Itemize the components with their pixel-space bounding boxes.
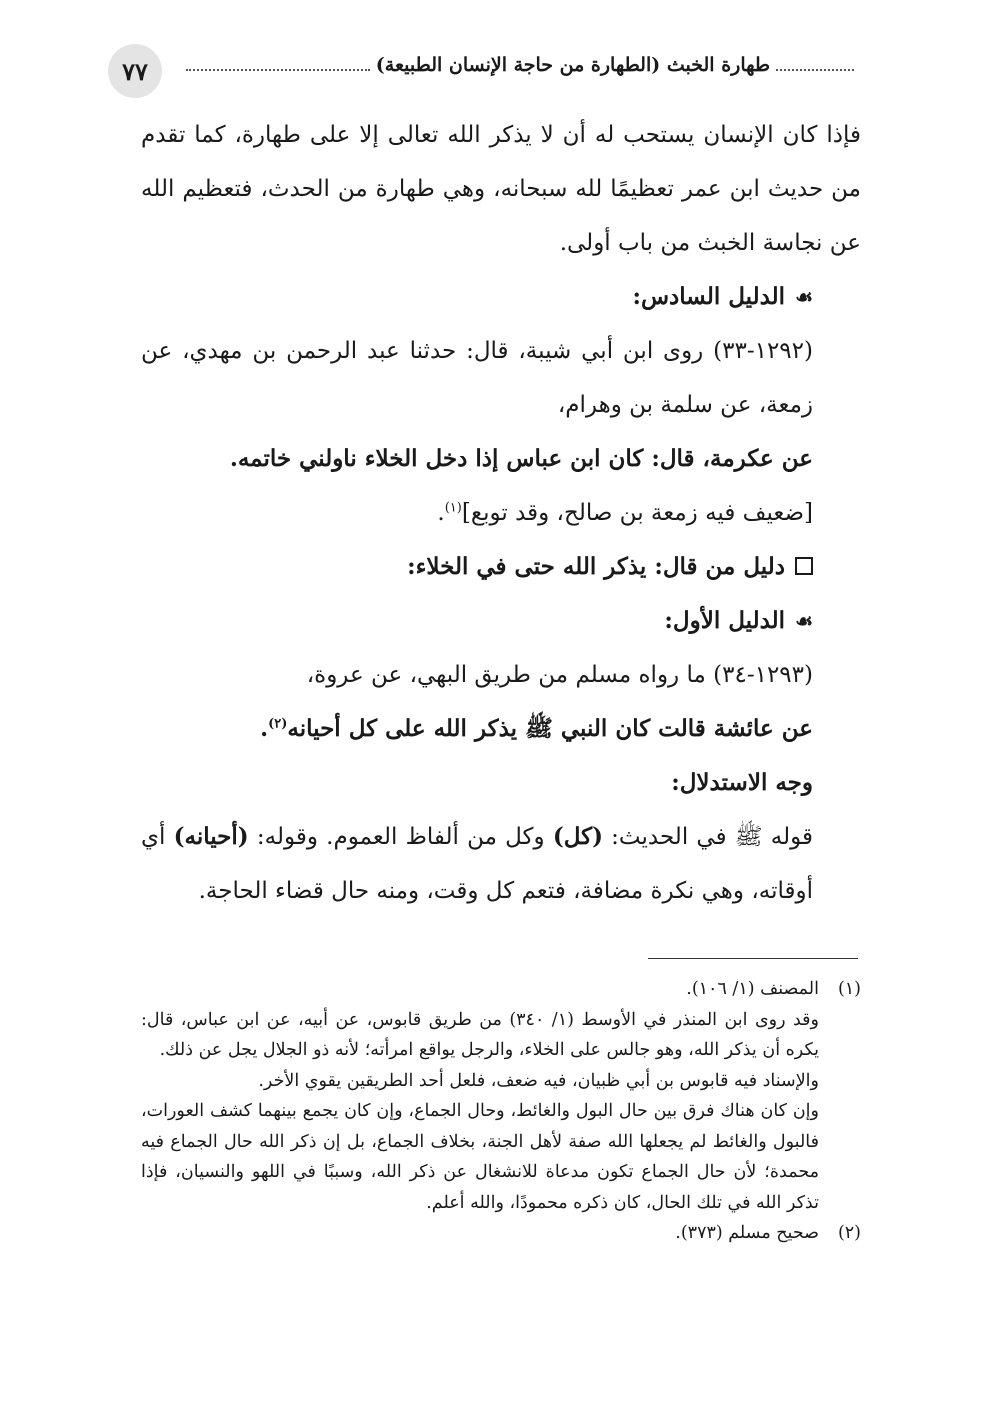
section-heading: دليل من قال: يذكر الله حتى في الخلاء: (141, 540, 861, 594)
section-heading: ☙الدليل السادس: (141, 270, 861, 324)
section-heading: وجه الاستدلال: (671, 769, 813, 796)
paragraph: فإذا كان الإنسان يستحب له أن لا يذكر الله تعالى إلا على طهارة، كما تقدم من حديث ابن عمر تعظيمًا لله سبحانه، وهي طهارة من الحدث، فتعظيم الله عن نجاسة الخبث من باب أولى. (141, 122, 861, 256)
leaf-ornament-icon: ☙ (795, 609, 813, 633)
footnote-number: (٢) (837, 1223, 861, 1243)
section-heading: ☙الدليل الأول: (141, 594, 861, 648)
footnote-2: (٢)صحيح مسلم (٣٧٣). (141, 1218, 861, 1249)
square-bullet-icon (795, 557, 813, 575)
footnote-paragraph: وإن كان هناك فرق بين حال البول والغائط، وحال الجماع، وإن كان يجمع بينهما كشف العورات، فالبول والغائط لم يجعلها الله صفة لأهل الجنة، بخلاف الجماع، بل إن ذكر الله حال الجماع فيه محمدة؛ لأن حال الجماع تكون مدعاة للانشغال عن ذكر الله، وسببًا في اللهو والنسيان، فإذا تذكر الله في تلك الحال، كان ذكره محمودًا، والله أعلم. (141, 1101, 819, 1213)
grading-note: [ضعيف فيه زمعة بن صالح، وقد توبع]$^{(١)}$. (437, 500, 813, 526)
footnotes (141, 974, 861, 1249)
page-number: ٧٧ (108, 44, 162, 98)
running-title: طهارة الخبث (الطهارة من حاجة الإنسان الطبيعة) (375, 54, 770, 76)
footnote-paragraph: وقد روى ابن المنذر في الأوسط (١/ ٣٤٠) من طريق قابوس، عن أبيه، عن ابن عباس، قال: يكره أن يذكر الله، وهو جالس على الخلاء، والرجل يواقع امرأته؛ لأنه ذو الجلال يجل عن ذلك. (141, 1009, 819, 1060)
footnote-number: (١) (837, 979, 861, 999)
hadith-chain: (١٢٩٣-٣٤) ما رواه مسلم من طريق البهي، عن عروة، (306, 662, 813, 688)
footnote-divider (648, 958, 858, 959)
hadith-chain: (١٢٩٢-٣٣) روى ابن أبي شيبة، قال: حدثنا عبد الرحمن بن مهدي، عن زمعة، عن سلمة بن وهرام، (141, 338, 813, 418)
footnote-paragraph: والإسناد فيه قابوس بن أبي ظبيان، فيه ضعف، فلعل أحد الطريقين يقوي الأخر. (258, 1070, 819, 1091)
paragraph: قوله ﷺ في الحديث: (كل) وكل من ألفاظ العموم. وقوله: (أحيانه) أي أوقاته، وهي نكرة مضافة، فتعم كل وقت، ومنه حال قضاء الحاجة. (141, 823, 813, 904)
leader-dots (776, 59, 854, 71)
footnote-ref[interactable]: (١) (444, 500, 462, 516)
footnote-ref[interactable]: (٢) (268, 716, 288, 732)
leader-dots (186, 59, 370, 71)
running-header (180, 54, 860, 76)
leaf-ornament-icon: ☙ (795, 285, 813, 309)
main-text (141, 108, 861, 918)
page-header (108, 44, 860, 104)
footnote-1: (١)المصنف (١/ ١٠٦). (141, 974, 861, 1005)
hadith-text: عن عائشة قالت كان النبي ﷺ يذكر الله على كل أحيانه$^{(٢)}$. (260, 715, 813, 742)
hadith-text: عن عكرمة، قال: كان ابن عباس إذا دخل الخلاء ناولني خاتمه. (229, 445, 813, 472)
